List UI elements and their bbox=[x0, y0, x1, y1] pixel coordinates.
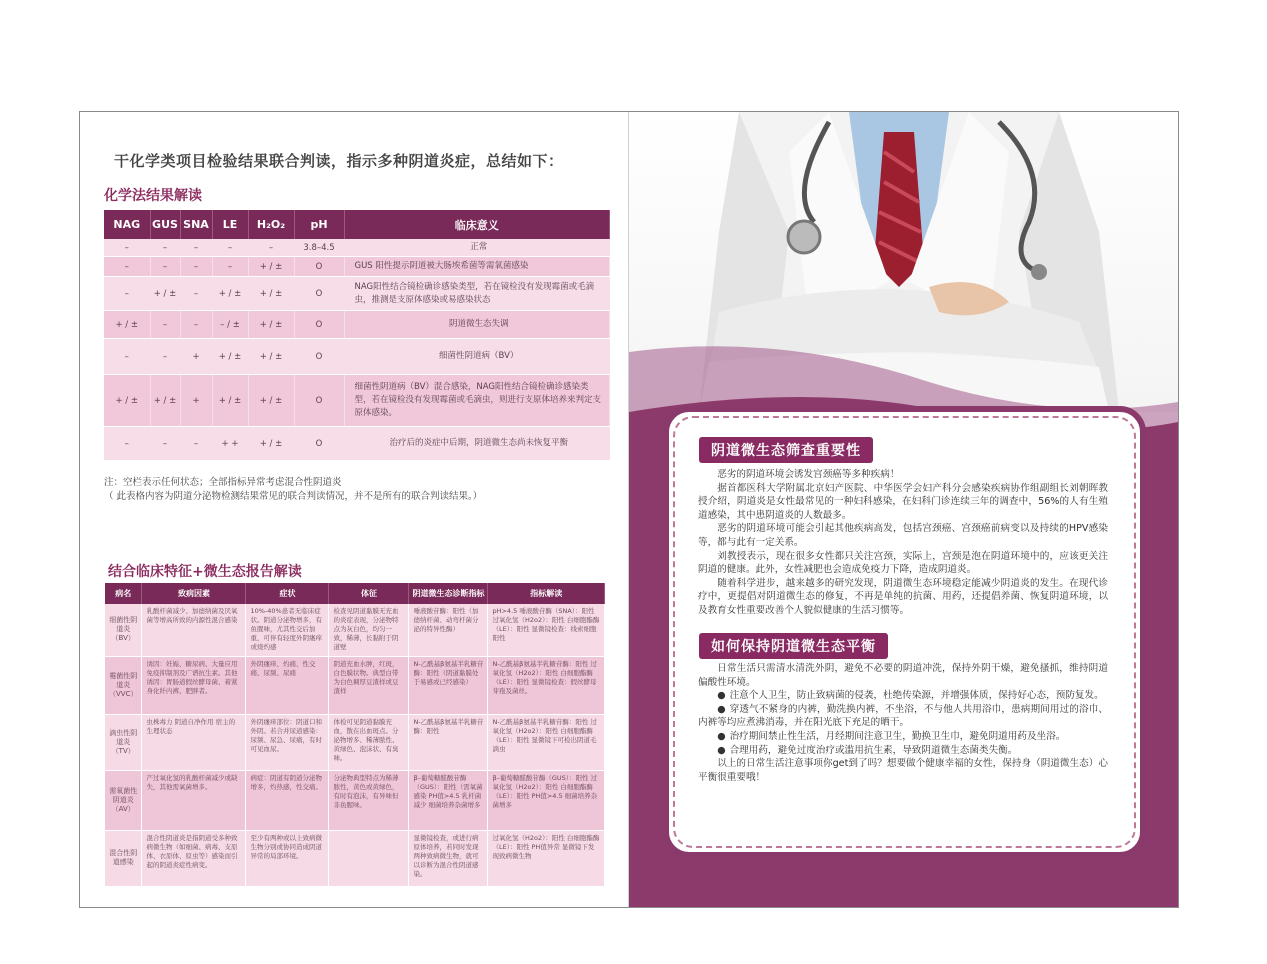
cell bbox=[329, 830, 409, 886]
paragraph: 恶劣的阴道环境会诱发宫颈癌等多种疾病！ bbox=[717, 469, 900, 480]
cell: 至少有两种或以上致病微生物分别或协同造成阴道异常的局部环境。 bbox=[246, 830, 329, 886]
cell: + / ± bbox=[248, 427, 294, 461]
cell: – bbox=[104, 257, 150, 277]
cell: 治疗后的炎症中后期，阴道微生态尚未恢复平衡 bbox=[344, 427, 610, 461]
table-row bbox=[105, 656, 605, 714]
cell: N-乙酰基β氨基半乳糖苷酶：阳性 过氧化氢（H2o2）：阳性 白细胞酯酶（LE）：阳性 显微镜下可检出阴道毛滴虫 bbox=[488, 714, 605, 770]
paragraph: 随着科学进步，越来越多的研究发现，阴道微生态环境稳定能减少阴道炎的发生。在现代诊疗中，更提倡对阴道微生态的修复，不再是单纯的抗菌、用药，还提倡养菌、恢复阴道环境，以及教育女性重要改善个人貌似健康的生活习惯等。 bbox=[698, 577, 1108, 616]
table-row bbox=[104, 311, 610, 339]
cell: – bbox=[248, 239, 294, 257]
bullet-item: ● 治疗期间禁止性生活，月经期间注意卫生，勤换卫生巾，避免阴道用药及坐浴。 bbox=[698, 730, 1108, 744]
cell: O bbox=[294, 339, 344, 375]
col-header: LE bbox=[212, 210, 248, 239]
chemistry-table bbox=[104, 210, 610, 461]
cell: 阴道充血水肿，红斑，白色膜状物。典型白带为白色稠厚豆渣样或豆渣样 bbox=[329, 656, 409, 714]
table-row bbox=[104, 277, 610, 311]
cell: N-乙酰基β氨基半乳糖苷酶：阳性 bbox=[409, 714, 488, 770]
cell: pH>4.5 唾液酸苷酶（SNA）：阳性 过氧化氢（H2o2）：阳性 白细胞酯酶（LE）：阳性 显微镜检查：线索细胞阳性 bbox=[488, 604, 605, 656]
cell: 细菌性阴道炎（BV） bbox=[105, 604, 142, 656]
paragraph: 以上的日常生活注意事项你get到了吗？想要做个健康幸福的女性，保持身（阴道微生态）心平衡很重要哦！ bbox=[698, 758, 1108, 783]
cell: 细菌性阴道病（BV）混合感染，NAG阳性结合镜检确诊感染类型，若在镜检没有发现霉菌或毛滴虫，则进行支原体培养来判定支原体感染。 bbox=[344, 375, 610, 427]
balance-text bbox=[698, 662, 1108, 784]
cell: + / ± bbox=[150, 375, 180, 427]
cell: + / ± bbox=[248, 257, 294, 277]
col-header: 致病因素 bbox=[142, 583, 246, 604]
cell: 混合性阴道感染 bbox=[105, 830, 142, 886]
cell: + / ± bbox=[212, 277, 248, 311]
cell: – bbox=[212, 239, 248, 257]
cell: – bbox=[150, 339, 180, 375]
bullet-item: ● 穿透气不紧身的内裤，勤洗换内裤，不坐浴，不与他人共用浴巾，患病期间用过的浴巾、内裤等均应煮沸消毒，并在阳光底下充足的晒干。 bbox=[698, 703, 1108, 730]
cell: 10%-40%患者无临床症状。阴道分泌物增多，有鱼腥味，尤其性交后加重，可伴有轻度外阴瘙痒或烧灼感 bbox=[246, 604, 329, 656]
cell: – bbox=[104, 277, 150, 311]
cell: O bbox=[294, 311, 344, 339]
col-header: SNA bbox=[180, 210, 212, 239]
cell: 阴道微生态失调 bbox=[344, 311, 610, 339]
section-title-chem: 化学法结果解读 bbox=[104, 188, 202, 204]
table-row bbox=[104, 339, 610, 375]
cell: 外阴瘙痒、灼痛、性交痛、尿频、尿痛 bbox=[246, 656, 329, 714]
banner-screening-importance: 阴道微生态筛查重要性 bbox=[699, 437, 873, 463]
cell: + / ± bbox=[212, 339, 248, 375]
cell: N-乙酰基β氨基半乳糖苷酶：阳性 过氧化氢（H2o2）：阳性 白细胞酯酶（LE）：阳性 显微镜检查：假丝酵母芽孢及菌丝。 bbox=[488, 656, 605, 714]
col-header: 病名 bbox=[105, 583, 142, 604]
cell: + / ± bbox=[104, 311, 150, 339]
table-disclaimer: （ 此表格内容为阴道分泌物检测结果常见的联合判读情况，并不是所有的联合判读结果。） bbox=[104, 491, 483, 502]
col-header: pH bbox=[294, 210, 344, 239]
cell: 过氧化氢（H2o2）：阳性 白细胞酯酶（LE）：阳性 PH值异常 显微镜下发现致病微生物 bbox=[488, 830, 605, 886]
cell: β–葡萄糖醛酸苷酶（GUS）：阳性 过氧化氢（H2o2）：阳性 白细胞酯酶（LE）：阳性 PH值>4.5 细菌培养杂菌增多 bbox=[488, 770, 605, 830]
clinical-table bbox=[105, 583, 605, 887]
cell: 分泌物典型特点为稀薄脓性，黄色或黄绿色，有时有泡沫，有异味但非鱼腥味。 bbox=[329, 770, 409, 830]
table-row bbox=[104, 257, 610, 277]
cell: + bbox=[180, 375, 212, 427]
cell: O bbox=[294, 277, 344, 311]
cell: 体检可见阴道黏膜充血，散在出血斑点。分泌物增多、稀薄脓性、黄绿色、泡沫状、有臭味。 bbox=[329, 714, 409, 770]
cell: O bbox=[294, 257, 344, 277]
paragraph: 据首都医科大学附属北京妇产医院、中华医学会妇产科分会感染疾病协作组副组长刘朝晖教授介绍，阴道炎是女性最常见的一种妇科感染，在妇科门诊连续三年的调查中，56%的人有生殖道感染，其中患阴道炎的人数最多。 bbox=[698, 482, 1108, 521]
paragraph: 刘教授表示，现在很多女性都只关注宫颈，实际上，宫颈是泡在阴道环境中的，应该更关注阴道的健康。此外，女性减肥也会造成免疫力下降，造成阴道炎。 bbox=[698, 550, 1108, 576]
table-row bbox=[105, 770, 605, 830]
cell: + / ± bbox=[150, 277, 180, 311]
table-note: 注：空栏表示任何状态；全部指标异常考虑混合性阴道炎 bbox=[104, 477, 342, 488]
cell: – bbox=[104, 339, 150, 375]
cell: – bbox=[104, 239, 150, 257]
cell: 外阴瘙痒部位：阴道口和外阴。若合并尿道感染：尿频、尿急、尿痛，有时可见血尿。 bbox=[246, 714, 329, 770]
banner-keep-balance: 如何保持阴道微生态平衡 bbox=[699, 633, 888, 659]
main-heading: 干化学类项目检验结果联合判读，指示多种阴道炎症，总结如下： bbox=[114, 152, 564, 170]
table-row bbox=[104, 427, 610, 461]
cell: + bbox=[180, 339, 212, 375]
cell: – bbox=[180, 427, 212, 461]
paragraph: 日常生活只需清水清洗外阴，避免不必要的阴道冲洗，保持外阴干燥，避免搔抓，维持阴道偏酸性环境。 bbox=[698, 663, 1108, 688]
cell: O bbox=[294, 375, 344, 427]
cell: – bbox=[150, 239, 180, 257]
col-header: 症状 bbox=[246, 583, 329, 604]
table-row bbox=[104, 375, 610, 427]
cell: + / ± bbox=[212, 375, 248, 427]
col-header: H₂O₂ bbox=[248, 210, 294, 239]
col-header: 临床意义 bbox=[344, 210, 610, 239]
cell: GUS 阳性提示阴道被大肠埃希菌等需氧菌感染 bbox=[344, 257, 610, 277]
table-row bbox=[105, 604, 605, 656]
cell: – bbox=[150, 257, 180, 277]
cell: NAG阳性结合镜检确诊感染类型，若在镜检没有发现霉菌或毛滴虫，推测是支原体感染或易感染状态 bbox=[344, 277, 610, 311]
cell: 滴虫性阴道炎（TV） bbox=[105, 714, 142, 770]
cell: + / ± bbox=[104, 375, 150, 427]
bullet-item: ● 注意个人卫生，防止致病菌的侵袭，杜绝传染源，并增强体质，保持好心态，预防复发。 bbox=[698, 689, 1108, 703]
cell: 病症：阴道有阴道分泌物增多，灼热感，性交痛。 bbox=[246, 770, 329, 830]
cell: 细菌性阴道病（BV） bbox=[344, 339, 610, 375]
col-header: 阴道微生态诊断指标 bbox=[409, 583, 488, 604]
bullet-item: ● 合理用药，避免过度治疗或滥用抗生素，导致阴道微生态菌类失衡。 bbox=[698, 744, 1108, 758]
cell: 乳酸杆菌减少、加德纳菌及厌氧菌等增高所致的内源性混合感染 bbox=[142, 604, 246, 656]
cell: 3.8–4.5 bbox=[294, 239, 344, 257]
col-header: 指标解读 bbox=[488, 583, 605, 604]
cell: + / ± bbox=[248, 375, 294, 427]
cell: O bbox=[294, 427, 344, 461]
cell: 显微镜检查，或进行病原体培养，若同时发现两种致病微生物，就可以诊断为混合性阴道感染。 bbox=[409, 830, 488, 886]
cell: 产过氧化氢的乳酸杆菌减少或缺失，其他需氧菌增多。 bbox=[142, 770, 246, 830]
cell: 检查见阴道黏膜无充血的炎症表现，分泌物特点为灰白色，均匀一致，稀薄，长黏附于阴道壁 bbox=[329, 604, 409, 656]
cell: 正常 bbox=[344, 239, 610, 257]
cell: – / ± bbox=[212, 311, 248, 339]
cell: 混合性阴道炎是指阴道受多种致病微生物（如细菌、病毒、支原体、衣原体、原虫等）感染而引起的阴道炎症性病变。 bbox=[142, 830, 246, 886]
cell: 唾液酸苷酶：阳性（加德纳杆菌、动弯杆菌分泌的特异性酶） bbox=[409, 604, 488, 656]
cell: – bbox=[180, 239, 212, 257]
cell: + / ± bbox=[248, 311, 294, 339]
cell: – bbox=[150, 311, 180, 339]
cell: – bbox=[180, 257, 212, 277]
cell: 霉菌性阴道炎（VVC） bbox=[105, 656, 142, 714]
cell: 诱因：妊娠、糖尿病、大量应用免疫抑制剂及广谱抗生素。其他诱因：胃肠道假丝酵母菌、着紧身化纤内裤、肥胖者。 bbox=[142, 656, 246, 714]
cell: – bbox=[104, 427, 150, 461]
cell: – bbox=[180, 311, 212, 339]
table-row bbox=[104, 239, 610, 257]
cell: – bbox=[180, 277, 212, 311]
screening-text bbox=[698, 468, 1108, 618]
cell: 虫株毒力 阴道自净作用 宿主的生理状态 bbox=[142, 714, 246, 770]
cell: + / ± bbox=[248, 339, 294, 375]
cell: N-乙酰基β氨基半乳糖苷酶：阳性（阴道黏膜处于易感或已经感染） bbox=[409, 656, 488, 714]
cell: – bbox=[150, 427, 180, 461]
col-header: GUS bbox=[150, 210, 180, 239]
cell: 需氧菌性阴道炎（AV） bbox=[105, 770, 142, 830]
col-header: NAG bbox=[104, 210, 150, 239]
table-row bbox=[105, 714, 605, 770]
col-header: 体征 bbox=[329, 583, 409, 604]
cell: + + bbox=[212, 427, 248, 461]
cell: – bbox=[212, 257, 248, 277]
cell: β–葡萄糖醛酸苷酶（GUS）：阳性（需氧菌感染 PH值>4.5 乳杆菌减少 细菌培养杂菌增多 bbox=[409, 770, 488, 830]
section-title-clinical: 结合临床特征+微生态报告解读 bbox=[108, 564, 302, 580]
table-row bbox=[105, 830, 605, 886]
cell: + / ± bbox=[248, 277, 294, 311]
paragraph: 恶劣的阴道环境可能会引起其他疾病高发，包括宫颈癌、宫颈癌前病变以及持续的HPV感染等，都与此有一定关系。 bbox=[698, 523, 1108, 548]
